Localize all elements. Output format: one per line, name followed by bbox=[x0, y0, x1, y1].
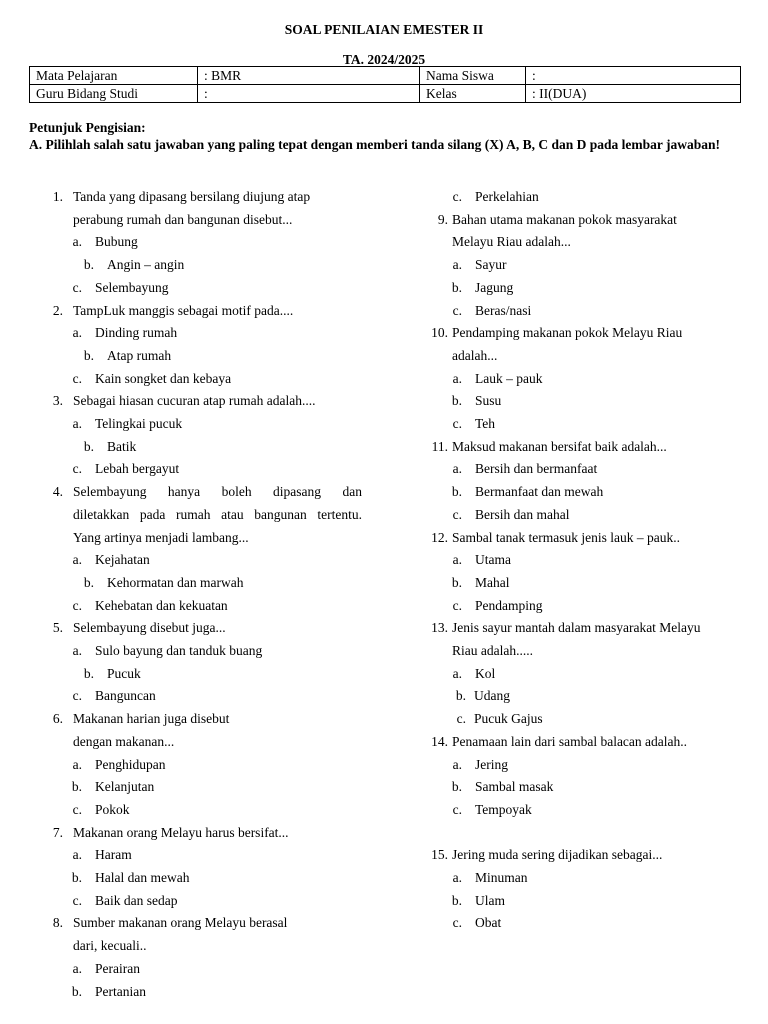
option-text: Angin – angin bbox=[107, 257, 185, 273]
question-number: 7. bbox=[52, 824, 63, 840]
instructions-text: A. Pilihlah salah satu jawaban yang paling tepat dengan memberi tanda silang (X) A, B, C dan D pada lembar jawaban! bbox=[29, 137, 720, 152]
question-number: 11. bbox=[431, 438, 448, 454]
option-text: Sambal masak bbox=[475, 779, 554, 795]
question-number: 8. bbox=[52, 915, 63, 931]
academic-year: TA. 2024/2025 bbox=[342, 52, 426, 67]
option-letter: c. bbox=[452, 416, 462, 431]
option-letter: c. bbox=[72, 892, 82, 908]
option-letter: c. bbox=[452, 302, 462, 318]
option-text: Kehormatan dan marwah bbox=[107, 574, 244, 590]
option-letter: b. bbox=[455, 688, 466, 704]
option-text: Pendamping bbox=[475, 597, 543, 613]
option-text: Jagung bbox=[475, 279, 514, 295]
question-text: Bahan utama makanan pokok masyarakat bbox=[452, 211, 677, 227]
option-text: Lauk – pauk bbox=[475, 370, 543, 386]
question-text: Makanan orang Melayu harus bersifat... bbox=[73, 824, 289, 840]
option-text: Kelanjutan bbox=[95, 779, 155, 795]
student-name-label: Nama Siswa bbox=[420, 67, 526, 85]
option-letter: b. bbox=[451, 779, 462, 795]
option-letter: a. bbox=[452, 552, 462, 568]
question-number: 2. bbox=[52, 302, 63, 318]
subject-label: Mata Pelajaran bbox=[30, 67, 198, 85]
option-text: Pucuk Gajus bbox=[474, 711, 543, 727]
question-text: Penamaan lain dari sambal balacan adalah.. bbox=[452, 733, 688, 749]
option-text: Telingkai pucuk bbox=[95, 416, 183, 431]
option-letter: b. bbox=[451, 393, 462, 409]
option-text: Bersih dan mahal bbox=[475, 506, 570, 522]
instructions bbox=[29, 119, 744, 153]
option-text: Kol bbox=[475, 665, 496, 681]
teacher-value: : bbox=[198, 85, 420, 103]
question-text: Jering muda sering dijadikan sebagai... bbox=[452, 847, 663, 863]
option-text: Kain songket dan kebaya bbox=[95, 370, 232, 386]
option-letter: b. bbox=[71, 779, 82, 795]
question-text: TampLuk manggis sebagai motif pada.... bbox=[73, 302, 294, 318]
option-letter: b. bbox=[83, 257, 94, 273]
option-text: Bubung bbox=[95, 234, 138, 250]
info-row bbox=[30, 67, 741, 85]
question-text: Sambal tanak termasuk jenis lauk – pauk.. bbox=[452, 529, 680, 545]
question-continuation-text: Yang artinya menjadi lambang... bbox=[73, 529, 249, 545]
option-text: Bersih dan bermanfaat bbox=[475, 461, 598, 477]
teacher-label: Guru Bidang Studi bbox=[30, 85, 198, 103]
option-letter: c. bbox=[456, 711, 466, 727]
option-text: Minuman bbox=[475, 870, 528, 885]
option-letter: c. bbox=[72, 597, 82, 613]
question-continuation-text: perabung rumah dan bangunan disebut... bbox=[73, 211, 293, 227]
option-letter: b. bbox=[451, 574, 462, 590]
question-number: 1. bbox=[52, 189, 63, 204]
question-continuation-text: adalah... bbox=[452, 347, 498, 363]
info-table bbox=[29, 66, 741, 103]
option-text: Baik dan sedap bbox=[95, 892, 178, 908]
question-number: 6. bbox=[52, 711, 63, 727]
question-number: 12. bbox=[431, 529, 448, 545]
question-number: 5. bbox=[52, 620, 63, 636]
option-letter: b. bbox=[83, 438, 94, 454]
option-letter: b. bbox=[451, 279, 462, 295]
option-letter: c. bbox=[72, 461, 82, 477]
class-label: Kelas bbox=[420, 85, 526, 103]
option-text: Teh bbox=[475, 416, 496, 431]
question-number: 3. bbox=[52, 393, 63, 409]
question-text: Pendamping makanan pokok Melayu Riau bbox=[452, 325, 683, 341]
option-text: Bermanfaat dan mewah bbox=[475, 484, 604, 500]
option-text: Pertanian bbox=[95, 983, 146, 999]
question-text: Tanda yang dipasang bersilang diujung atap bbox=[73, 189, 311, 204]
option-text: Kehebatan dan kekuatan bbox=[95, 597, 228, 613]
question-text: Makanan harian juga disebut bbox=[73, 711, 230, 727]
option-text: Obat bbox=[475, 915, 502, 931]
option-letter: c. bbox=[72, 801, 82, 817]
option-letter: a. bbox=[72, 847, 82, 863]
option-text: Selembayung bbox=[95, 279, 169, 295]
option-text: Kejahatan bbox=[95, 552, 150, 568]
option-letter: a. bbox=[72, 416, 82, 431]
question-number: 15. bbox=[431, 847, 448, 863]
option-letter: b. bbox=[83, 347, 94, 363]
question-text: Jenis sayur mantah dalam masyarakat Melayu bbox=[452, 620, 701, 636]
subject-value: : BMR bbox=[198, 67, 420, 85]
option-letter: a. bbox=[452, 461, 462, 477]
info-row bbox=[30, 85, 741, 103]
option-text: Ulam bbox=[475, 892, 505, 908]
option-letter: c. bbox=[452, 801, 462, 817]
option-letter: c. bbox=[452, 506, 462, 522]
option-text: Batik bbox=[107, 438, 137, 454]
option-text: Pokok bbox=[95, 801, 130, 817]
option-text: Halal dan mewah bbox=[95, 870, 190, 885]
option-text: Perairan bbox=[95, 960, 140, 976]
question-continuation-text: Melayu Riau adalah... bbox=[452, 234, 571, 250]
option-letter: a. bbox=[452, 870, 462, 885]
question-number: 9. bbox=[437, 211, 448, 227]
exam-title: SOAL PENILAIAN EMESTER II bbox=[284, 22, 484, 37]
option-letter: a. bbox=[72, 552, 82, 568]
instructions-heading: Petunjuk Pengisian: bbox=[29, 120, 146, 135]
option-letter: b. bbox=[83, 574, 94, 590]
option-letter: a. bbox=[72, 643, 82, 658]
option-letter: c. bbox=[72, 370, 82, 386]
option-text: Mahal bbox=[475, 574, 510, 590]
question-continuation-text: Riau adalah..... bbox=[452, 643, 533, 658]
option-text: Atap rumah bbox=[107, 347, 172, 363]
option-text: Perkelahian bbox=[475, 189, 539, 204]
option-text: Pucuk bbox=[107, 665, 141, 681]
option-letter: c. bbox=[452, 915, 462, 931]
option-text: Lebah bergayut bbox=[95, 461, 180, 477]
question-continuation-text: dari, kecuali.. bbox=[73, 938, 147, 954]
option-letter: b. bbox=[451, 484, 462, 500]
student-name-value: : bbox=[526, 67, 741, 85]
option-text: Tempoyak bbox=[475, 801, 532, 817]
option-letter: c. bbox=[452, 189, 462, 204]
option-letter: b. bbox=[71, 983, 82, 999]
option-letter: a. bbox=[72, 960, 82, 976]
option-letter: a. bbox=[452, 665, 462, 681]
option-text: Sulo bayung dan tanduk buang bbox=[95, 643, 263, 658]
option-letter: b. bbox=[83, 665, 94, 681]
option-text: Jering bbox=[475, 756, 508, 772]
option-text: Udang bbox=[474, 688, 510, 704]
option-text: Susu bbox=[475, 393, 502, 409]
option-letter: a. bbox=[452, 756, 462, 772]
option-letter: c. bbox=[72, 688, 82, 704]
option-text: Haram bbox=[95, 847, 132, 863]
question-number: 4. bbox=[52, 484, 63, 500]
option-letter: b. bbox=[451, 892, 462, 908]
question-continuation-text: diletakkan pada rumah atau bangunan tertentu. bbox=[73, 506, 362, 522]
question-text: Maksud makanan bersifat baik adalah... bbox=[452, 438, 667, 454]
question-text: Sebagai hiasan cucuran atap rumah adalah.... bbox=[73, 393, 316, 409]
question-continuation-text: dengan makanan... bbox=[73, 733, 175, 749]
class-value: : II(DUA) bbox=[526, 85, 741, 103]
option-text: Penghidupan bbox=[95, 756, 166, 772]
question-text: Selembayung disebut juga... bbox=[73, 620, 226, 636]
option-letter: c. bbox=[72, 279, 82, 295]
option-letter: a. bbox=[72, 234, 82, 250]
option-letter: a. bbox=[452, 257, 462, 273]
option-text: Beras/nasi bbox=[475, 302, 532, 318]
question-number: 10. bbox=[431, 325, 448, 341]
option-letter: b. bbox=[71, 870, 82, 885]
option-text: Sayur bbox=[475, 257, 507, 273]
question-number: 13. bbox=[431, 620, 448, 636]
option-letter: a. bbox=[72, 756, 82, 772]
option-letter: a. bbox=[72, 325, 82, 341]
option-text: Banguncan bbox=[95, 688, 156, 704]
option-text: Dinding rumah bbox=[95, 325, 178, 341]
question-number: 14. bbox=[431, 733, 448, 749]
question-text: Selembayung hanya boleh dipasang dan bbox=[73, 484, 362, 500]
option-text: Utama bbox=[475, 552, 511, 568]
option-letter: c. bbox=[452, 597, 462, 613]
question-text: Sumber makanan orang Melayu berasal bbox=[73, 915, 288, 931]
option-letter: a. bbox=[452, 370, 462, 386]
